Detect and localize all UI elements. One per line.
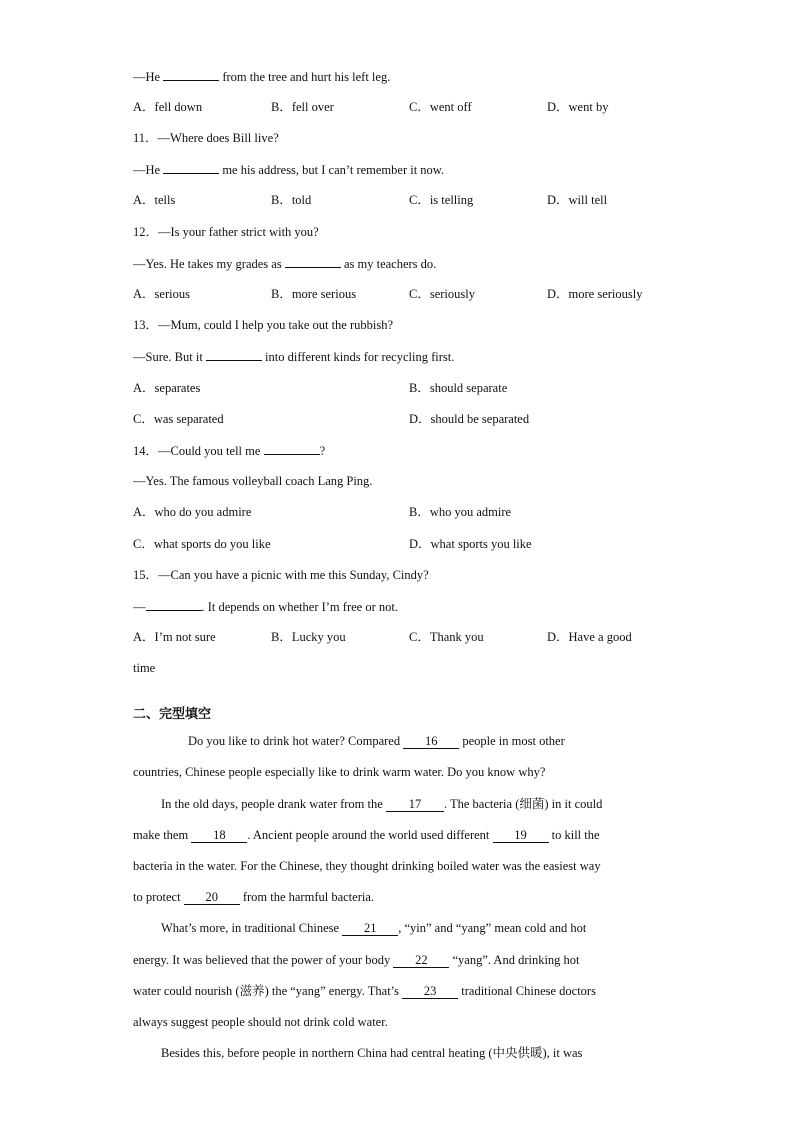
q15-option-d[interactable]: D．Have a good [547, 630, 632, 644]
passage-line: make them 18 . Ancient people around the world used different 19 to kill the [133, 828, 600, 842]
q14-question: 14．—Could you tell me ? [133, 444, 326, 458]
cloze-blank-18[interactable]: 18 [191, 829, 247, 843]
q10-option-a[interactable]: A．fell down [133, 100, 203, 114]
q13-option-b[interactable]: B．should separate [409, 381, 508, 395]
passage-line: Besides this, before people in northern China had central heating (中央供暖), it was [161, 1046, 583, 1060]
q15-option-b[interactable]: B．Lucky you [271, 630, 346, 644]
q12-option-b[interactable]: B．more serious [271, 287, 357, 301]
passage-line: bacteria in the water. For the Chinese, they thought drinking boiled water was the easiest way [133, 859, 601, 873]
q13-option-c[interactable]: C．was separated [133, 412, 224, 426]
q12-option-d[interactable]: D．more seriously [547, 287, 643, 301]
q14-option-d[interactable]: D．what sports you like [409, 537, 532, 551]
q14-option-c[interactable]: C．what sports do you like [133, 537, 271, 551]
q12-stem: —Yes. He takes my grades as as my teachers do. [133, 257, 437, 271]
q10-option-b[interactable]: B．fell over [271, 100, 334, 114]
q11-option-d[interactable]: D．will tell [547, 193, 608, 207]
q13-option-d[interactable]: D．should be separated [409, 412, 530, 426]
q11-option-b[interactable]: B．told [271, 193, 312, 207]
q15-question: 15．—Can you have a picnic with me this Sunday, Cindy? [133, 568, 429, 582]
cloze-blank-17[interactable]: 17 [386, 798, 444, 812]
q13-option-a[interactable]: A．separates [133, 381, 201, 395]
q12-option-a[interactable]: A．serious [133, 287, 190, 301]
answer-blank[interactable] [264, 442, 320, 455]
cloze-blank-20[interactable]: 20 [184, 891, 240, 905]
cloze-blank-16[interactable]: 16 [403, 735, 459, 749]
q15-option-a[interactable]: A．I’m not sure [133, 630, 216, 644]
q11-stem: —He me his address, but I can’t remember it now. [133, 163, 445, 177]
passage-line: to protect 20 from the harmful bacteria. [133, 890, 375, 904]
answer-blank[interactable] [163, 68, 219, 81]
answer-blank[interactable] [163, 161, 219, 174]
q15-stem: — . It depends on whether I’m free or not. [133, 600, 398, 614]
passage-line: always suggest people should not drink cold water. [133, 1015, 388, 1029]
q13-question: 13．—Mum, could I help you take out the rubbish? [133, 318, 394, 332]
q11-question: 11．—Where does Bill live? [133, 131, 279, 145]
q12-question: 12．—Is your father strict with you? [133, 225, 319, 239]
q15-option-d-wrap: time [133, 661, 156, 675]
passage-line: In the old days, people drank water from the 17 . The bacteria (细菌) in it could [161, 797, 603, 811]
section-title: 二、完型填空 [133, 707, 212, 722]
q10-option-d[interactable]: D．went by [547, 100, 609, 114]
passage-line: energy. It was believed that the power of your body 22 “yang”. And drinking hot [133, 953, 580, 967]
passage-line: What’s more, in traditional Chinese 21 , “yin” and “yang” mean cold and hot [161, 921, 587, 935]
answer-blank[interactable] [146, 598, 202, 611]
answer-blank[interactable] [206, 348, 262, 361]
q11-option-a[interactable]: A．tells [133, 193, 176, 207]
q11-option-c[interactable]: C．is telling [409, 193, 474, 207]
cloze-blank-22[interactable]: 22 [393, 954, 449, 968]
q12-option-c[interactable]: C．seriously [409, 287, 475, 301]
q15-option-c[interactable]: C．Thank you [409, 630, 484, 644]
answer-blank[interactable] [285, 255, 341, 268]
cloze-blank-19[interactable]: 19 [493, 829, 549, 843]
passage-line: Do you like to drink hot water? Compared 16 people in most other [188, 734, 565, 748]
q14-option-a[interactable]: A．who do you admire [133, 505, 252, 519]
q13-stem: —Sure. But it into different kinds for recycling first. [133, 350, 455, 364]
q14-answer: —Yes. The famous volleyball coach Lang Ping. [133, 474, 373, 488]
q10-stem: —He from the tree and hurt his left leg. [133, 70, 391, 84]
passage-line: countries, Chinese people especially like to drink warm water. Do you know why? [133, 765, 546, 779]
cloze-blank-23[interactable]: 23 [402, 985, 458, 999]
passage-line: water could nourish (滋养) the “yang” energy. That’s 23 traditional Chinese doctors [133, 984, 596, 998]
cloze-blank-21[interactable]: 21 [342, 922, 398, 936]
q10-option-c[interactable]: C．went off [409, 100, 472, 114]
q14-option-b[interactable]: B．who you admire [409, 505, 512, 519]
